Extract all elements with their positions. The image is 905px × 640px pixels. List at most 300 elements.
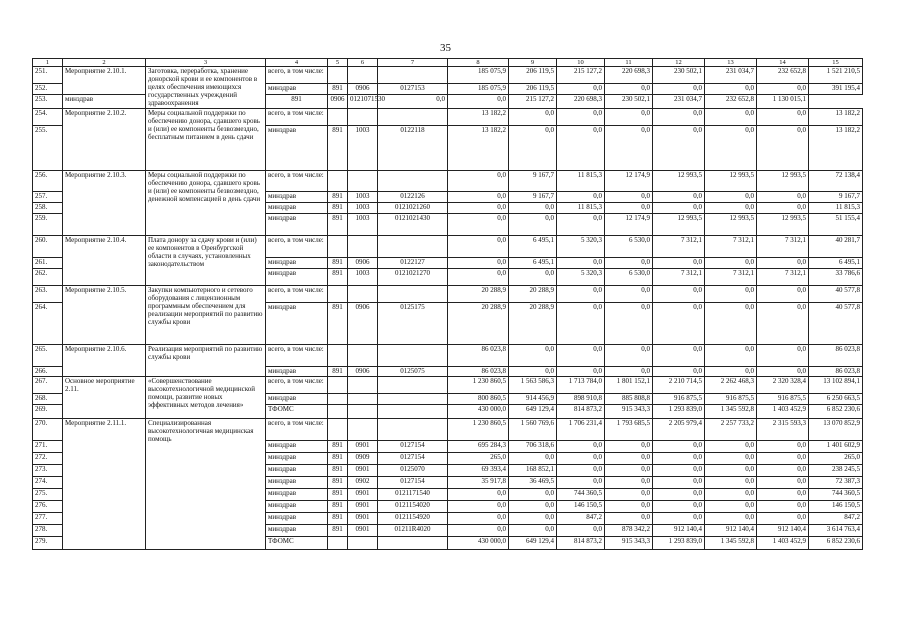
row-number: 251. — [33, 67, 63, 84]
program-funding-table — [32, 58, 863, 550]
amount-cell: 2 315 593,3 — [757, 419, 809, 441]
code-cell: 891 — [266, 95, 328, 109]
amount-cell: 232 652,8 — [705, 95, 757, 109]
code-cell: 0901 — [348, 513, 378, 525]
amount-cell: 40 577,8 — [809, 303, 863, 345]
amount-cell: 13 182,2 — [809, 126, 863, 171]
code-cell — [378, 109, 448, 126]
column-header: 14 — [757, 59, 809, 67]
code-cell — [328, 236, 348, 258]
amount-cell: 1 401 602,9 — [809, 441, 863, 453]
amount-cell: 3 614 763,4 — [809, 525, 863, 537]
amount-cell: 40 281,7 — [809, 236, 863, 258]
row-number: 278. — [33, 525, 63, 537]
funding-source: минздрав — [266, 84, 328, 95]
amount-cell: 0,0 — [557, 303, 605, 345]
row-number: 253. — [33, 95, 63, 109]
code-cell — [348, 67, 378, 84]
funding-source: минздрав — [266, 489, 328, 501]
amount-cell: 0,0 — [448, 489, 509, 501]
amount-cell: 20 288,9 — [509, 286, 557, 303]
row-number: 256. — [33, 171, 63, 192]
code-cell — [328, 377, 348, 394]
amount-cell: 1 563 586,3 — [509, 377, 557, 394]
amount-cell: 1 345 592,8 — [705, 537, 757, 550]
code-cell: 1003 — [348, 192, 378, 203]
code-cell — [378, 537, 448, 550]
code-cell: 0121021270 — [378, 269, 448, 286]
amount-cell: 1 560 769,6 — [509, 419, 557, 441]
amount-cell: 6 495,1 — [809, 258, 863, 269]
amount-cell: 7 312,1 — [757, 236, 809, 258]
measure-description: Плата донору за сдачу крови и (или) ее компонентов в Оренбургской области в случаях, установленных законодательством — [146, 236, 266, 286]
amount-cell: 0,0 — [705, 477, 757, 489]
amount-cell: 7 312,1 — [757, 269, 809, 286]
row-number: 271. — [33, 441, 63, 453]
amount-cell: 7 312,1 — [705, 269, 757, 286]
amount-cell: 0,0 — [448, 258, 509, 269]
amount-cell: 0,0 — [757, 345, 809, 367]
amount-cell: 0,0 — [448, 236, 509, 258]
code-cell: 0901 — [348, 501, 378, 513]
amount-cell: 847,2 — [557, 513, 605, 525]
amount-cell: 916 875,5 — [705, 394, 757, 405]
code-cell: 0901 — [348, 489, 378, 501]
amount-cell: 86 023,8 — [809, 367, 863, 377]
code-cell — [328, 537, 348, 550]
table-row — [33, 345, 863, 367]
column-header: 9 — [509, 59, 557, 67]
amount-cell: 0,0 — [557, 525, 605, 537]
amount-cell: 9 167,7 — [809, 192, 863, 203]
row-number: 261. — [33, 258, 63, 269]
amount-cell: 695 284,3 — [448, 441, 509, 453]
code-cell: 891 — [328, 258, 348, 269]
amount-cell: 0,0 — [653, 303, 705, 345]
amount-cell: 0,0 — [509, 214, 557, 236]
funding-source: всего, в том числе: — [266, 236, 328, 258]
funding-source: минздрав — [266, 453, 328, 465]
amount-cell: 0,0 — [448, 269, 509, 286]
row-number: 260. — [33, 236, 63, 258]
amount-cell: 0,0 — [605, 345, 653, 367]
code-cell — [378, 394, 448, 405]
amount-cell: 0,0 — [757, 192, 809, 203]
code-cell — [378, 67, 448, 84]
code-cell — [348, 236, 378, 258]
amount-cell: 0,0 — [448, 171, 509, 192]
amount-cell: 6 495,1 — [509, 258, 557, 269]
code-cell — [328, 286, 348, 303]
amount-cell: 13 182,2 — [448, 109, 509, 126]
amount-cell: 0,0 — [448, 203, 509, 214]
amount-cell: 1 403 452,9 — [757, 537, 809, 550]
code-cell: 01211R4020 — [378, 525, 448, 537]
code-cell: 0127153 — [378, 84, 448, 95]
measure-description: Меры социальной поддержки по обеспечению донора, сдавшего кровь и (или) ее компоненты безвозмездно, бесплатным питанием в день сдачи — [146, 109, 266, 171]
funding-source: минздрав — [266, 394, 328, 405]
code-cell: 891 — [328, 269, 348, 286]
table-row — [33, 109, 863, 126]
amount-cell: 36 469,5 — [509, 477, 557, 489]
code-cell: 0901 — [348, 465, 378, 477]
amount-cell: 33 786,6 — [809, 269, 863, 286]
amount-cell: 0,0 — [705, 513, 757, 525]
amount-cell: 40 577,8 — [809, 286, 863, 303]
amount-cell: 744 360,5 — [557, 489, 605, 501]
amount-cell: 0,0 — [378, 95, 448, 109]
amount-cell: 898 910,8 — [557, 394, 605, 405]
code-cell: 891 — [328, 126, 348, 171]
amount-cell: 0,0 — [705, 367, 757, 377]
amount-cell: 11 815,3 — [557, 203, 605, 214]
amount-cell: 885 808,8 — [605, 394, 653, 405]
amount-cell: 231 034,7 — [705, 67, 757, 84]
amount-cell: 0,0 — [557, 286, 605, 303]
amount-cell: 6 530,0 — [605, 269, 653, 286]
amount-cell: 0,0 — [605, 441, 653, 453]
code-cell — [328, 405, 348, 419]
amount-cell: 0,0 — [653, 453, 705, 465]
amount-cell: 0,0 — [757, 286, 809, 303]
amount-cell: 2 257 733,2 — [705, 419, 757, 441]
amount-cell: 1 793 685,5 — [605, 419, 653, 441]
code-cell — [348, 537, 378, 550]
code-cell: 0902 — [348, 477, 378, 489]
amount-cell: 1 230 860,5 — [448, 419, 509, 441]
amount-cell: 6 852 230,6 — [809, 405, 863, 419]
code-cell: 891 — [328, 214, 348, 236]
amount-cell: 13 182,2 — [809, 109, 863, 126]
row-number: 254. — [33, 109, 63, 126]
amount-cell: 86 023,8 — [448, 345, 509, 367]
funding-source: ТФОМС — [266, 537, 328, 550]
code-cell — [328, 394, 348, 405]
amount-cell: 0,0 — [653, 258, 705, 269]
page-number: 35 — [440, 42, 451, 54]
amount-cell: 0,0 — [653, 203, 705, 214]
code-cell: 0125175 — [378, 303, 448, 345]
code-cell: 0127154 — [378, 441, 448, 453]
code-cell: 1003 — [348, 126, 378, 171]
amount-cell: 6 852 230,6 — [809, 537, 863, 550]
amount-cell: 878 342,2 — [605, 525, 653, 537]
funding-source: минздрав — [266, 258, 328, 269]
code-cell — [328, 345, 348, 367]
amount-cell: 0,0 — [757, 126, 809, 171]
amount-cell: 1 293 839,0 — [653, 537, 705, 550]
code-cell: 1003 — [348, 203, 378, 214]
amount-cell: 0,0 — [509, 501, 557, 513]
code-cell: 0122126 — [378, 192, 448, 203]
amount-cell: 6 530,0 — [605, 236, 653, 258]
code-cell: 0906 — [348, 258, 378, 269]
amount-cell: 215 127,2 — [509, 95, 557, 109]
funding-source: всего, в том числе: — [266, 286, 328, 303]
funding-source: всего, в том числе: — [266, 419, 328, 441]
amount-cell: 9 167,7 — [509, 171, 557, 192]
code-cell: 891 — [328, 465, 348, 477]
amount-cell: 0,0 — [705, 126, 757, 171]
measure-code: Мероприятие 2.10.3. — [63, 171, 146, 236]
amount-cell: 2 210 714,5 — [653, 377, 705, 394]
code-cell: 0901 — [348, 441, 378, 453]
amount-cell: 0,0 — [705, 203, 757, 214]
funding-source: минздрав — [266, 441, 328, 453]
column-header: 10 — [557, 59, 605, 67]
amount-cell: 0,0 — [653, 126, 705, 171]
amount-cell: 0,0 — [557, 84, 605, 95]
amount-cell: 0,0 — [605, 367, 653, 377]
amount-cell: 0,0 — [757, 109, 809, 126]
amount-cell: 0,0 — [705, 465, 757, 477]
code-cell: 0121021430 — [378, 214, 448, 236]
table-row — [33, 419, 863, 441]
row-number: 263. — [33, 286, 63, 303]
amount-cell: 0,0 — [557, 214, 605, 236]
funding-source: минздрав — [266, 269, 328, 286]
code-cell — [378, 405, 448, 419]
funding-source: минздрав — [266, 192, 328, 203]
amount-cell: 0,0 — [509, 525, 557, 537]
amount-cell: 0,0 — [653, 501, 705, 513]
table-row — [33, 67, 863, 84]
amount-cell: 0,0 — [757, 453, 809, 465]
amount-cell: 13 070 852,9 — [809, 419, 863, 441]
funding-source: минздрав — [63, 95, 146, 109]
amount-cell: 0,0 — [653, 84, 705, 95]
code-cell — [348, 394, 378, 405]
code-cell: 891 — [328, 441, 348, 453]
amount-cell: 0,0 — [705, 501, 757, 513]
amount-cell: 391 195,4 — [809, 84, 863, 95]
code-cell: 0121071530 — [348, 95, 378, 109]
amount-cell: 215 127,2 — [557, 67, 605, 84]
amount-cell: 220 698,3 — [605, 67, 653, 84]
column-header: 1 — [33, 59, 63, 67]
amount-cell: 0,0 — [705, 489, 757, 501]
code-cell: 891 — [328, 303, 348, 345]
column-header: 8 — [448, 59, 509, 67]
amount-cell: 1 713 784,0 — [557, 377, 605, 394]
code-cell: 891 — [328, 453, 348, 465]
code-cell: 891 — [328, 367, 348, 377]
column-header: 6 — [348, 59, 378, 67]
amount-cell: 0,0 — [557, 453, 605, 465]
measure-code: Мероприятие 2.10.2. — [63, 109, 146, 171]
row-number: 262. — [33, 269, 63, 286]
amount-cell: 0,0 — [605, 465, 653, 477]
measure-code: Мероприятие 2.10.4. — [63, 236, 146, 286]
row-number: 272. — [33, 453, 63, 465]
code-cell — [378, 345, 448, 367]
amount-cell: 0,0 — [705, 453, 757, 465]
amount-cell: 0,0 — [605, 109, 653, 126]
code-cell: 0121154020 — [378, 501, 448, 513]
amount-cell: 0,0 — [705, 192, 757, 203]
amount-cell: 0,0 — [509, 367, 557, 377]
code-cell — [378, 419, 448, 441]
code-cell — [378, 171, 448, 192]
amount-cell: 912 140,4 — [757, 525, 809, 537]
table-row — [33, 236, 863, 258]
row-number: 264. — [33, 303, 63, 345]
amount-cell: 1 403 452,9 — [757, 405, 809, 419]
code-cell: 891 — [328, 489, 348, 501]
funding-source: минздрав — [266, 203, 328, 214]
column-header: 15 — [809, 59, 863, 67]
amount-cell: 0,0 — [557, 367, 605, 377]
code-cell: 0122127 — [378, 258, 448, 269]
amount-cell: 20 288,9 — [509, 303, 557, 345]
measure-description: Реализация мероприятий по развитию службы крови — [146, 345, 266, 377]
code-cell — [378, 286, 448, 303]
amount-cell: 0,0 — [509, 109, 557, 126]
column-header: 4 — [266, 59, 328, 67]
amount-cell: 0,0 — [705, 286, 757, 303]
amount-cell: 0,0 — [653, 513, 705, 525]
amount-cell: 0,0 — [653, 489, 705, 501]
amount-cell: 649 129,4 — [509, 405, 557, 419]
amount-cell: 12 993,5 — [653, 171, 705, 192]
amount-cell: 0,0 — [705, 109, 757, 126]
funding-source: минздрав — [266, 513, 328, 525]
row-number: 277. — [33, 513, 63, 525]
code-cell: 891 — [328, 192, 348, 203]
amount-cell: 20 288,9 — [448, 303, 509, 345]
code-cell: 891 — [328, 203, 348, 214]
code-cell — [348, 109, 378, 126]
amount-cell: 912 140,4 — [705, 525, 757, 537]
amount-cell: 0,0 — [557, 441, 605, 453]
amount-cell: 7 312,1 — [653, 269, 705, 286]
amount-cell: 1 345 592,8 — [705, 405, 757, 419]
amount-cell: 206 119,5 — [509, 67, 557, 84]
code-cell: 0121021260 — [378, 203, 448, 214]
code-cell: 0901 — [348, 525, 378, 537]
amount-cell: 814 873,2 — [557, 405, 605, 419]
code-cell: 891 — [328, 84, 348, 95]
amount-cell: 916 875,5 — [757, 394, 809, 405]
amount-cell: 12 174,9 — [605, 171, 653, 192]
amount-cell: 0,0 — [509, 453, 557, 465]
amount-cell: 12 993,5 — [757, 171, 809, 192]
funding-source: всего, в том числе: — [266, 345, 328, 367]
code-cell: 0906 — [348, 367, 378, 377]
amount-cell: 915 343,3 — [605, 537, 653, 550]
row-number: 252. — [33, 84, 63, 95]
amount-cell: 0,0 — [509, 203, 557, 214]
code-cell — [348, 377, 378, 394]
funding-source: минздрав — [266, 214, 328, 236]
funding-source: минздрав — [266, 126, 328, 171]
amount-cell: 1 521 210,5 — [809, 67, 863, 84]
amount-cell: 1 293 839,0 — [653, 405, 705, 419]
measure-code: Мероприятие 2.10.1. — [63, 67, 146, 95]
amount-cell: 0,0 — [605, 192, 653, 203]
row-number: 268. — [33, 394, 63, 405]
amount-cell: 0,0 — [509, 345, 557, 367]
measure-description: Меры социальной поддержки по обеспечению донора, сдавшего кровь и (или) ее компоненты безвозмездно, денежной компенсацией в день сдачи — [146, 171, 266, 236]
amount-cell: 0,0 — [448, 501, 509, 513]
row-number: 273. — [33, 465, 63, 477]
amount-cell: 2 205 979,4 — [653, 419, 705, 441]
row-number: 279. — [33, 537, 63, 550]
amount-cell: 0,0 — [653, 367, 705, 377]
row-number: 257. — [33, 192, 63, 203]
table-row — [33, 377, 863, 394]
funding-source: минздрав — [266, 477, 328, 489]
funding-source: минздрав — [266, 303, 328, 345]
row-number: 276. — [33, 501, 63, 513]
amount-cell: 0,0 — [509, 513, 557, 525]
amount-cell: 5 320,3 — [557, 236, 605, 258]
amount-cell: 914 456,9 — [509, 394, 557, 405]
amount-cell: 12 993,5 — [705, 171, 757, 192]
code-cell: 0121154920 — [378, 513, 448, 525]
amount-cell: 0,0 — [757, 303, 809, 345]
measure-description: Заготовка, переработка, хранение донорской крови и ее компонентов в целях обеспечения имеющихся государственных учреждений здравоохранения — [146, 67, 266, 109]
amount-cell: 0,0 — [653, 441, 705, 453]
amount-cell: 0,0 — [653, 465, 705, 477]
amount-cell: 0,0 — [557, 126, 605, 171]
code-cell: 0127154 — [378, 477, 448, 489]
amount-cell: 0,0 — [653, 345, 705, 367]
amount-cell: 0,0 — [448, 525, 509, 537]
amount-cell: 265,0 — [809, 453, 863, 465]
code-cell: 0906 — [328, 95, 348, 109]
amount-cell: 12 993,5 — [653, 214, 705, 236]
amount-cell: 0,0 — [653, 477, 705, 489]
amount-cell: 0,0 — [605, 477, 653, 489]
amount-cell: 0,0 — [557, 109, 605, 126]
amount-cell: 238 245,5 — [809, 465, 863, 477]
column-header: 13 — [705, 59, 757, 67]
amount-cell: 0,0 — [705, 345, 757, 367]
funding-source: минздрав — [266, 525, 328, 537]
amount-cell: 12 993,5 — [705, 214, 757, 236]
amount-cell: 430 000,0 — [448, 405, 509, 419]
code-cell — [328, 171, 348, 192]
amount-cell: 0,0 — [605, 303, 653, 345]
amount-cell: 0,0 — [557, 192, 605, 203]
code-cell: 891 — [328, 525, 348, 537]
funding-source: минздрав — [266, 501, 328, 513]
code-cell — [348, 345, 378, 367]
measure-description: «Совершенствование высокотехнологичной медицинской помощи, развитие новых эффективных методов лечения» — [146, 377, 266, 419]
amount-cell: 814 873,2 — [557, 537, 605, 550]
amount-cell: 7 312,1 — [653, 236, 705, 258]
amount-cell: 11 815,3 — [809, 203, 863, 214]
amount-cell: 0,0 — [757, 441, 809, 453]
amount-cell: 6 495,1 — [509, 236, 557, 258]
amount-cell: 35 917,8 — [448, 477, 509, 489]
row-number: 270. — [33, 419, 63, 441]
row-number: 255. — [33, 126, 63, 171]
amount-cell: 13 102 894,1 — [809, 377, 863, 394]
funding-source: всего, в том числе: — [266, 377, 328, 394]
amount-cell: 69 393,4 — [448, 465, 509, 477]
code-cell: 0125070 — [378, 465, 448, 477]
amount-cell: 0,0 — [757, 477, 809, 489]
measure-description: Специализированная высокотехнологичная медицинская помощь — [146, 419, 266, 550]
amount-cell: 20 288,9 — [448, 286, 509, 303]
amount-cell: 185 075,9 — [448, 67, 509, 84]
amount-cell: 11 815,3 — [557, 171, 605, 192]
amount-cell: 6 250 663,5 — [809, 394, 863, 405]
code-cell: 1003 — [348, 269, 378, 286]
measure-description: Закупки компьютерного и сетевого оборудования с лицензионным программным обеспечением для реализации мероприятий по развитию службы крови — [146, 286, 266, 345]
